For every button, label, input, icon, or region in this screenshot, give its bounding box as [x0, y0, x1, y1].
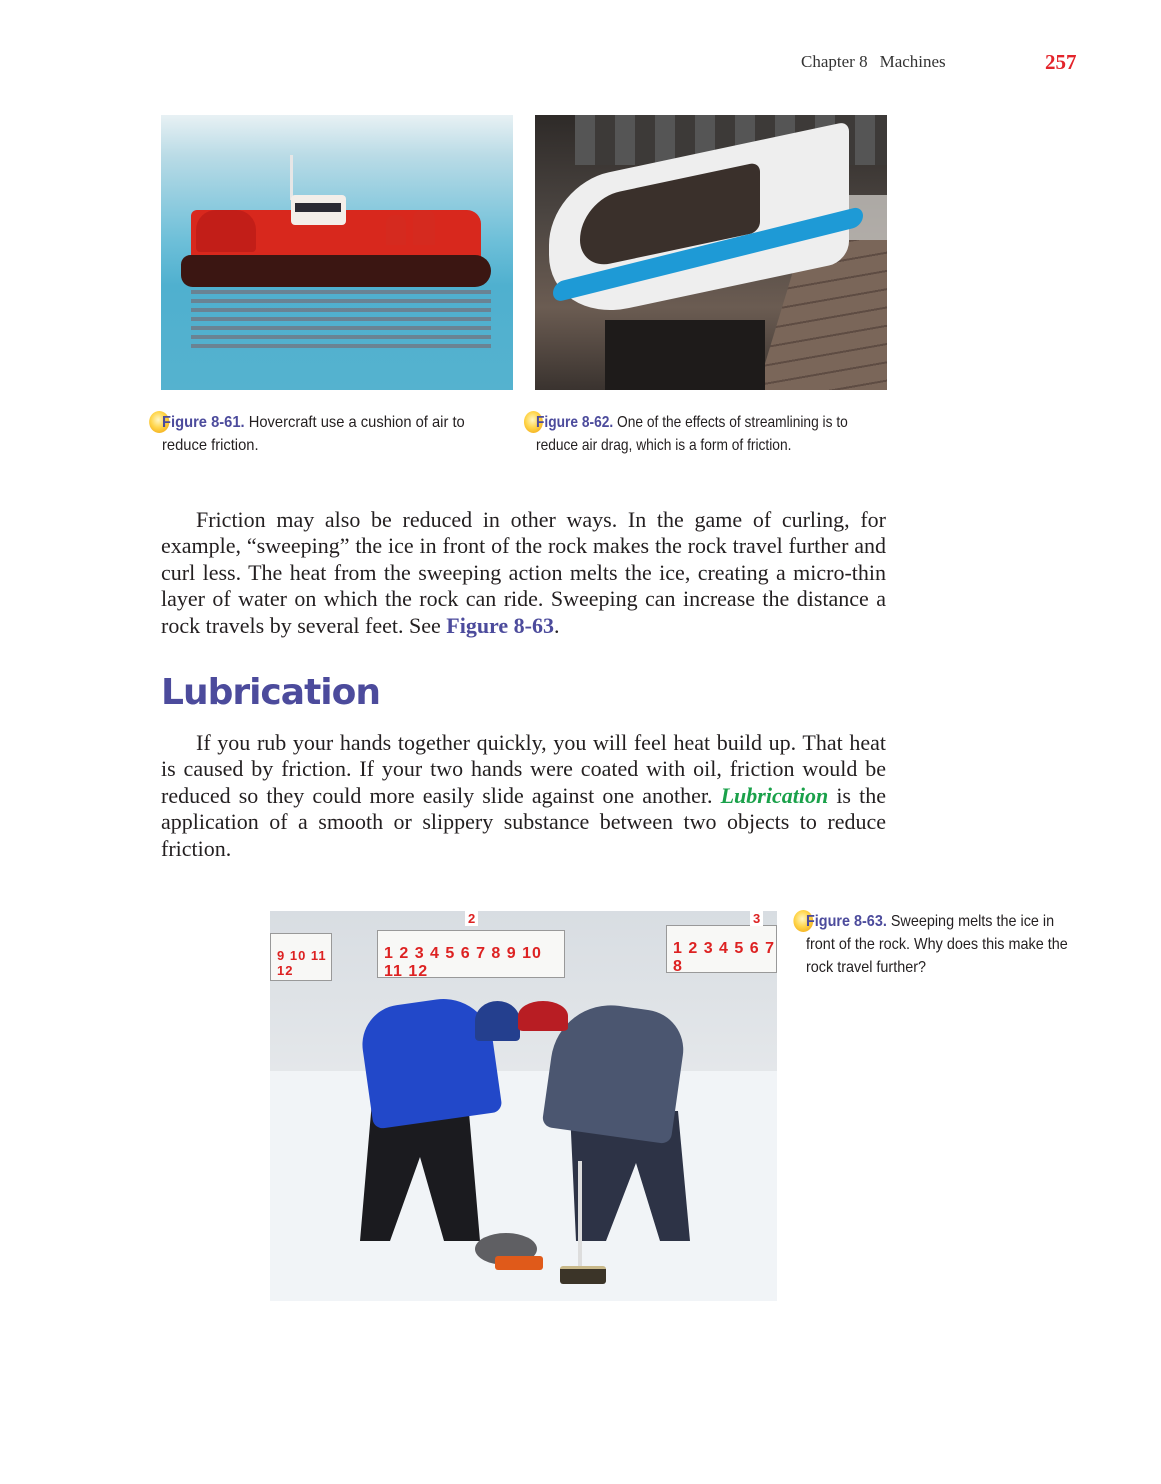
scoreboard: 9 10 11 12: [270, 933, 332, 981]
mast: [290, 155, 293, 200]
curler-left-cap: [475, 1001, 520, 1041]
caption-text: One of the effects of streamlining is to reduce air drag, which is a form of friction.: [536, 414, 848, 454]
key-term: Lubrication: [720, 782, 829, 808]
hovercraft-photo: [161, 115, 513, 390]
figure-reference-link[interactable]: Figure 8-63: [446, 612, 555, 638]
broom-handle: [578, 1161, 582, 1269]
water-reflection: [191, 290, 491, 350]
hovercraft-fan: [196, 210, 256, 252]
chapter-title: Machines: [879, 52, 946, 71]
track-beam: [605, 320, 765, 390]
body-paragraph: [161, 507, 886, 639]
figure-label: Figure 8-62.: [536, 414, 614, 431]
curler-right-beret: [518, 1001, 568, 1031]
monorail-photo: [535, 115, 887, 390]
hovercraft-skirt: [181, 255, 491, 287]
section-heading: Lubrication: [161, 672, 380, 713]
punctuation: .: [554, 612, 560, 638]
paragraph-text: Friction may also be reduced in other ways. In the game of curling, for example, “sweeping” the ice in front of the rock makes the rock travel further and curl less. The heat from the sweeping action melts the ice, creating a micro-thin layer of water on which the rock can ride. Sweeping can increase the distance a rock travels by several feet. See: [161, 507, 886, 638]
scoreboard: 1 2 3 4 5 6 7 8: [666, 925, 777, 973]
broom-head: [560, 1266, 606, 1284]
lane-number: 3: [750, 911, 763, 926]
caption-text: Sweeping melts the ice in front of the rock. Why does this make the rock travel further?: [806, 913, 1068, 976]
figure-caption: [806, 910, 1076, 979]
figure-caption: [162, 411, 493, 457]
running-head: [801, 52, 946, 72]
lane-number: 2: [465, 911, 478, 926]
broom-head: [495, 1256, 543, 1270]
figure-caption: [536, 411, 863, 457]
air-duct: [386, 215, 406, 245]
caption-text: Hovercraft use a cushion of air to reduce friction.: [162, 414, 465, 454]
chapter-label: Chapter 8: [801, 52, 868, 71]
paragraph-text: If you rub your hands together quickly, you will feel heat build up. That heat is caused by friction. If your two hands were coated with oil, friction would be reduced so they could more easily slide against one another.: [161, 730, 886, 808]
curling-photo: [270, 911, 777, 1301]
body-paragraph: [161, 730, 886, 862]
figure-label: Figure 8-61.: [162, 414, 245, 431]
air-duct: [413, 210, 435, 245]
hovercraft-cabin: [291, 195, 346, 225]
scoreboard: 1 2 3 4 5 6 7 8 9 10 11 12: [377, 930, 565, 978]
figure-label: Figure 8-63.: [806, 913, 887, 930]
paragraph-text: is the application of a smooth or slippery substance between two objects to reduce friction.: [161, 782, 886, 861]
page-number: 257: [1045, 50, 1077, 74]
